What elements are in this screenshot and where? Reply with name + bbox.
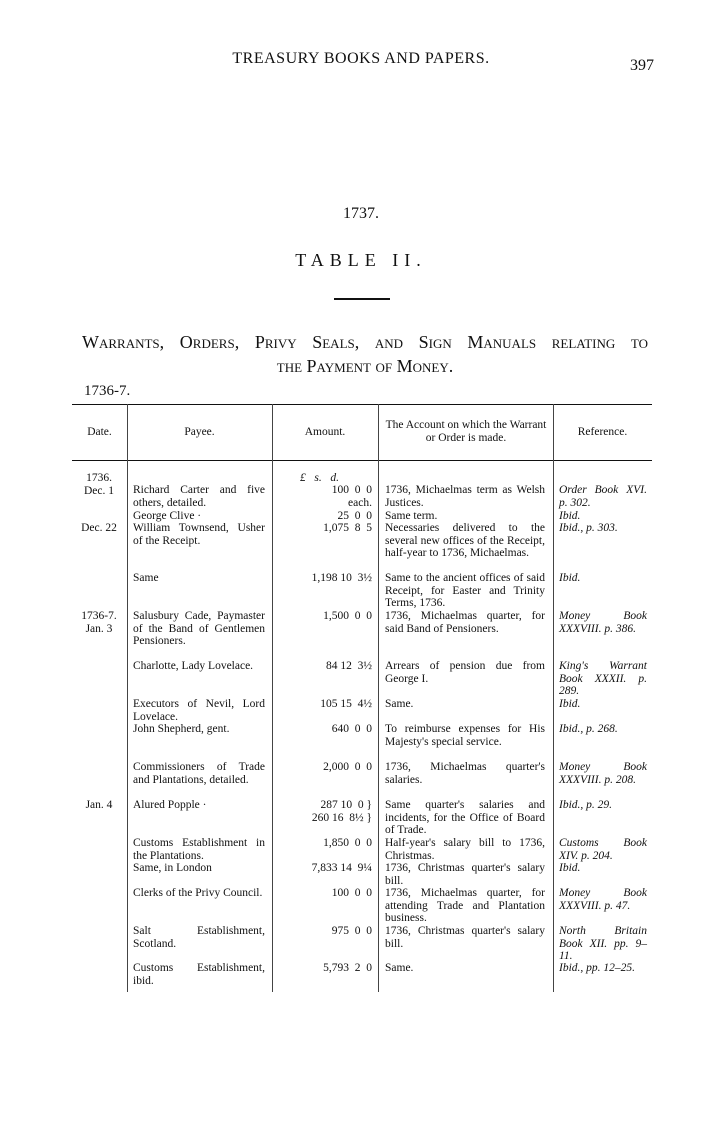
row-amount: 1,850 0 0 bbox=[323, 837, 372, 849]
row-account: Same. bbox=[385, 698, 414, 710]
caption-line-2: the Payment of Money. bbox=[276, 356, 454, 376]
column-divider bbox=[127, 404, 128, 992]
subyear: 1736-7. bbox=[84, 383, 131, 399]
column-header-amount: Amount. bbox=[304, 425, 346, 438]
row-payee: Customs Establishment, ibid. bbox=[133, 962, 265, 987]
row-reference: Ibid. bbox=[559, 510, 581, 522]
row-amount: 1,198 10 3½ bbox=[311, 572, 372, 584]
row-amount: 1,500 0 0 bbox=[323, 610, 372, 622]
row-reference: Ibid., pp. 12–25. bbox=[559, 962, 636, 974]
row-account: 1736, Michaelmas quarter, for said Band of Pensioners. bbox=[385, 610, 545, 635]
row-amount: 105 15 4½ bbox=[320, 698, 372, 710]
row-account: Necessaries delivered to the several new offices of the Receipt, half-year to 1736, Michaelmas. bbox=[385, 522, 545, 559]
row-date: 1736-7. Jan. 3 bbox=[81, 610, 117, 635]
running-head: TREASURY BOOKS AND PAPERS. bbox=[232, 50, 490, 67]
row-amount: 25 0 0 bbox=[337, 510, 372, 522]
column-header-reference: Reference. bbox=[577, 425, 628, 438]
row-account: 1736, Michaelmas term as Welsh Justices. bbox=[385, 484, 545, 509]
row-reference: Ibid. bbox=[559, 862, 581, 874]
row-amount: 975 0 0 bbox=[331, 925, 372, 937]
row-reference: Money Book XXXVIII. p. 208. bbox=[559, 761, 647, 786]
row-amount: 100 0 0 bbox=[331, 887, 372, 899]
row-amount: 5,793 2 0 bbox=[323, 962, 372, 974]
row-amount: 1,075 8 5 bbox=[323, 522, 372, 534]
row-reference: North Britain Book XII. pp. 9–11. bbox=[559, 925, 647, 962]
column-header-date: Date. bbox=[87, 425, 112, 438]
row-payee: Salt Establishment, Scotland. bbox=[133, 925, 265, 950]
table-header-rule bbox=[72, 460, 652, 461]
row-payee: Salusbury Cade, Paymaster of the Band of Gentlemen Pensioners. bbox=[133, 610, 265, 647]
currency-units: £ s. d. bbox=[300, 472, 339, 484]
row-payee: Alured Popple · bbox=[133, 799, 207, 811]
row-account: Same quarter's salaries and incidents, for the Office of Board of Trade. bbox=[385, 799, 545, 836]
row-payee: Executors of Nevil, Lord Lovelace. bbox=[133, 698, 265, 723]
table-caption bbox=[82, 330, 648, 378]
row-reference: Ibid., p. 268. bbox=[559, 723, 618, 735]
column-divider bbox=[553, 404, 554, 992]
row-reference: Ibid., p. 303. bbox=[559, 522, 618, 534]
year-heading: 1737. bbox=[343, 205, 379, 222]
row-amount: 100 0 0 each. bbox=[331, 484, 372, 509]
row-account: Arrears of pension due from George I. bbox=[385, 660, 545, 685]
row-account: Same to the ancient offices of said Receipt, for Easter and Trinity Terms, 1736. bbox=[385, 572, 545, 609]
column-divider bbox=[272, 404, 273, 992]
row-payee: Charlotte, Lady Lovelace. bbox=[133, 660, 254, 672]
row-amount: 287 10 0 } 260 16 8½ } bbox=[311, 799, 372, 824]
row-date: 1736. Dec. 1 bbox=[83, 472, 114, 497]
row-reference: Ibid. bbox=[559, 698, 581, 710]
column-header-payee: Payee. bbox=[184, 425, 215, 438]
caption-line-1: Warrants, Orders, Privy Seals, and Sign Manuals relating to bbox=[82, 332, 648, 352]
row-account: Half-year's salary bill to 1736, Christmas. bbox=[385, 837, 545, 862]
row-amount: 2,000 0 0 bbox=[323, 761, 372, 773]
row-reference: King's Warrant Book XXXII. p. 289. bbox=[559, 660, 647, 697]
table-title: TABLE II. bbox=[295, 250, 427, 270]
row-payee: Same bbox=[133, 572, 159, 584]
row-reference: Ibid. bbox=[559, 572, 581, 584]
row-account: 1736, Michaelmas quarter, for attending Trade and Plantation business. bbox=[385, 887, 545, 924]
row-account: 1736, Christmas quarter's salary bill. bbox=[385, 862, 545, 887]
row-payee: John Shepherd, gent. bbox=[133, 723, 230, 735]
row-payee: Customs Establishment in the Plantations. bbox=[133, 837, 265, 862]
row-account: 1736, Michaelmas quarter's salaries. bbox=[385, 761, 545, 786]
row-reference: Money Book XXXVIII. p. 386. bbox=[559, 610, 647, 635]
row-payee: George Clive · bbox=[133, 510, 202, 522]
row-reference: Order Book XVI. p. 302. bbox=[559, 484, 647, 509]
row-account: 1736, Christmas quarter's salary bill. bbox=[385, 925, 545, 950]
row-payee: Richard Carter and five others, detailed. bbox=[133, 484, 265, 509]
title-rule bbox=[334, 298, 390, 300]
row-account: Same term. bbox=[385, 510, 438, 522]
page-number: 397 bbox=[630, 57, 654, 74]
row-payee: Clerks of the Privy Council. bbox=[133, 887, 263, 899]
row-payee: Commissioners of Trade and Plantations, detailed. bbox=[133, 761, 265, 786]
row-amount: 640 0 0 bbox=[331, 723, 372, 735]
row-reference: Ibid., p. 29. bbox=[559, 799, 613, 811]
row-reference: Customs Book XIV. p. 204. bbox=[559, 837, 647, 862]
row-account: To reimburse expenses for His Majesty's special service. bbox=[385, 723, 545, 748]
column-header-account: The Account on which the Warrant or Order is made. bbox=[385, 419, 547, 444]
row-date: Jan. 4 bbox=[85, 799, 113, 811]
row-payee: William Townsend, Usher of the Receipt. bbox=[133, 522, 265, 547]
row-payee: Same, in London bbox=[133, 862, 212, 874]
row-reference: Money Book XXXVIII. p. 47. bbox=[559, 887, 647, 912]
column-divider bbox=[378, 404, 379, 992]
row-amount: 84 12 3½ bbox=[326, 660, 372, 672]
row-amount: 7,833 14 9¼ bbox=[311, 862, 372, 874]
row-date: Dec. 22 bbox=[81, 522, 117, 534]
row-account: Same. bbox=[385, 962, 414, 974]
